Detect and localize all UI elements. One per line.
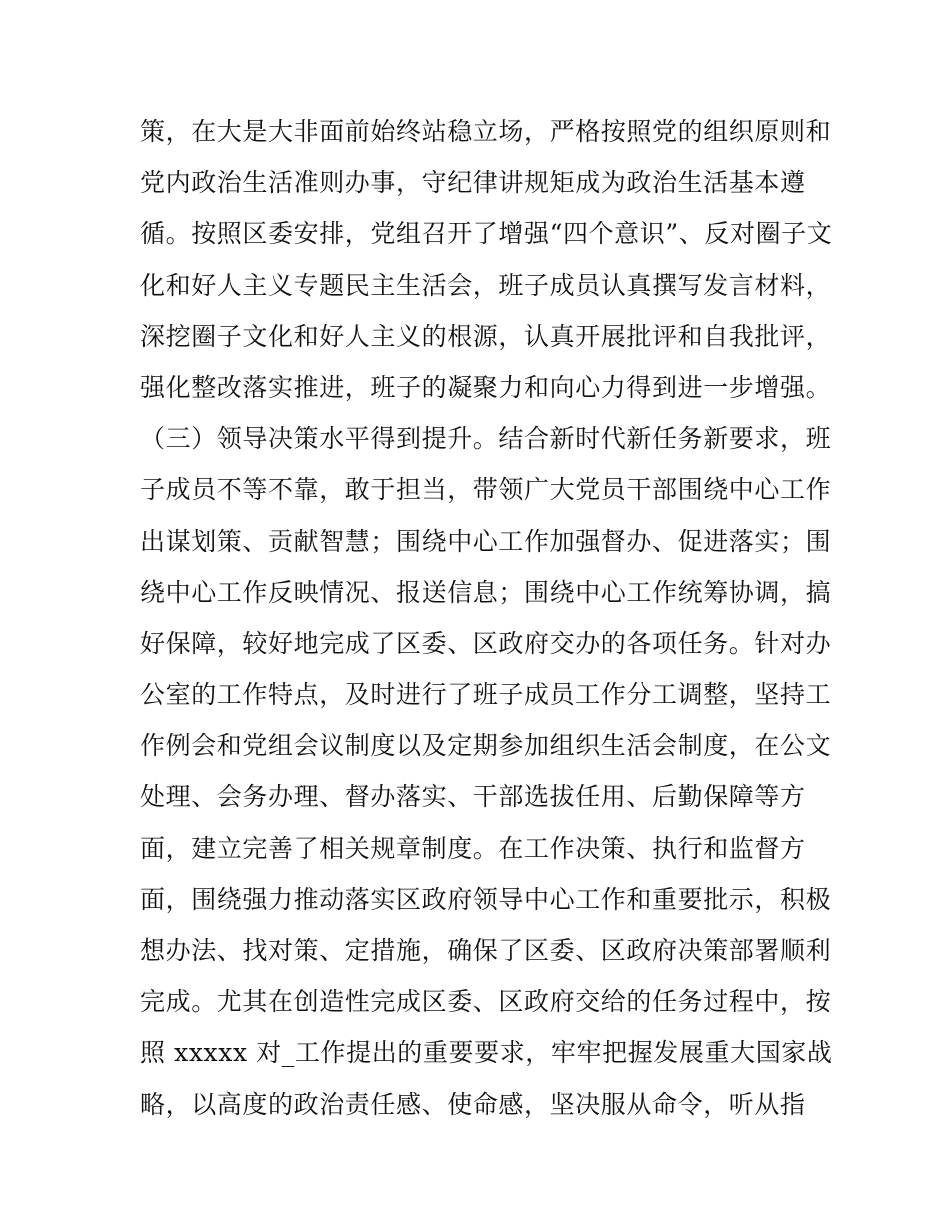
text-line: （三）领导决策水平得到提升。结合新时代新任务新要求，班 <box>140 424 832 454</box>
text-line: 作例会和党组会议制度以及定期参加组织生活会制度，在公文 <box>140 731 832 761</box>
text-line: 好保障，较好地完成了区委、区政府交办的各项任务。针对办 <box>140 628 832 658</box>
text-line: 略，以高度的政治责任感、使命感，坚决服从命令，听从指 <box>140 1089 806 1119</box>
body-text <box>140 106 833 1130</box>
text-line: 处理、会务办理、督办落实、干部选拔任用、后勤保障等方 <box>140 782 806 812</box>
text-line: 照 xxxxx 对_工作提出的重要要求，牢牢把握发展重大国家战 <box>140 1038 833 1068</box>
text-line: 强化整改落实推进，班子的凝聚力和向心力得到进一步增强。 <box>140 372 832 402</box>
text-line: 公室的工作特点，及时进行了班子成员工作分工调整，坚持工 <box>140 680 832 710</box>
text-line: 党内政治生活准则办事，守纪律讲规矩成为政治生活基本遵 <box>140 168 806 198</box>
text-line: 绕中心工作反映情况、报送信息；围绕中心工作统筹协调，搞 <box>140 577 832 607</box>
text-line: 面，建立完善了相关规章制度。在工作决策、执行和监督方 <box>140 833 806 863</box>
text-line: 面，围绕强力推动落实区政府领导中心工作和重要批示，积极 <box>140 884 832 914</box>
text-line: 完成。尤其在创造性完成区委、区政府交给的任务过程中，按 <box>140 987 832 1017</box>
text-line: 策，在大是大非面前始终站稳立场，严格按照党的组织原则和 <box>140 117 832 146</box>
text-line: 子成员不等不靠，敢于担当，带领广大党员干部围绕中心工作 <box>140 475 832 505</box>
text-line: 化和好人主义专题民主生活会，班子成员认真撰写发言材料， <box>140 270 832 300</box>
text-line: 想办法、找对策、定措施，确保了区委、区政府决策部署顺利 <box>140 936 832 965</box>
text-line: 循。按照区委安排，党组召开了增强“四个意识”、反对圈子文 <box>140 219 833 249</box>
text-line: 深挖圈子文化和好人主义的根源，认真开展批评和自我批评， <box>140 321 832 351</box>
text-line: 出谋划策、贡献智慧；围绕中心工作加强督办、促进落实；围 <box>140 526 832 556</box>
